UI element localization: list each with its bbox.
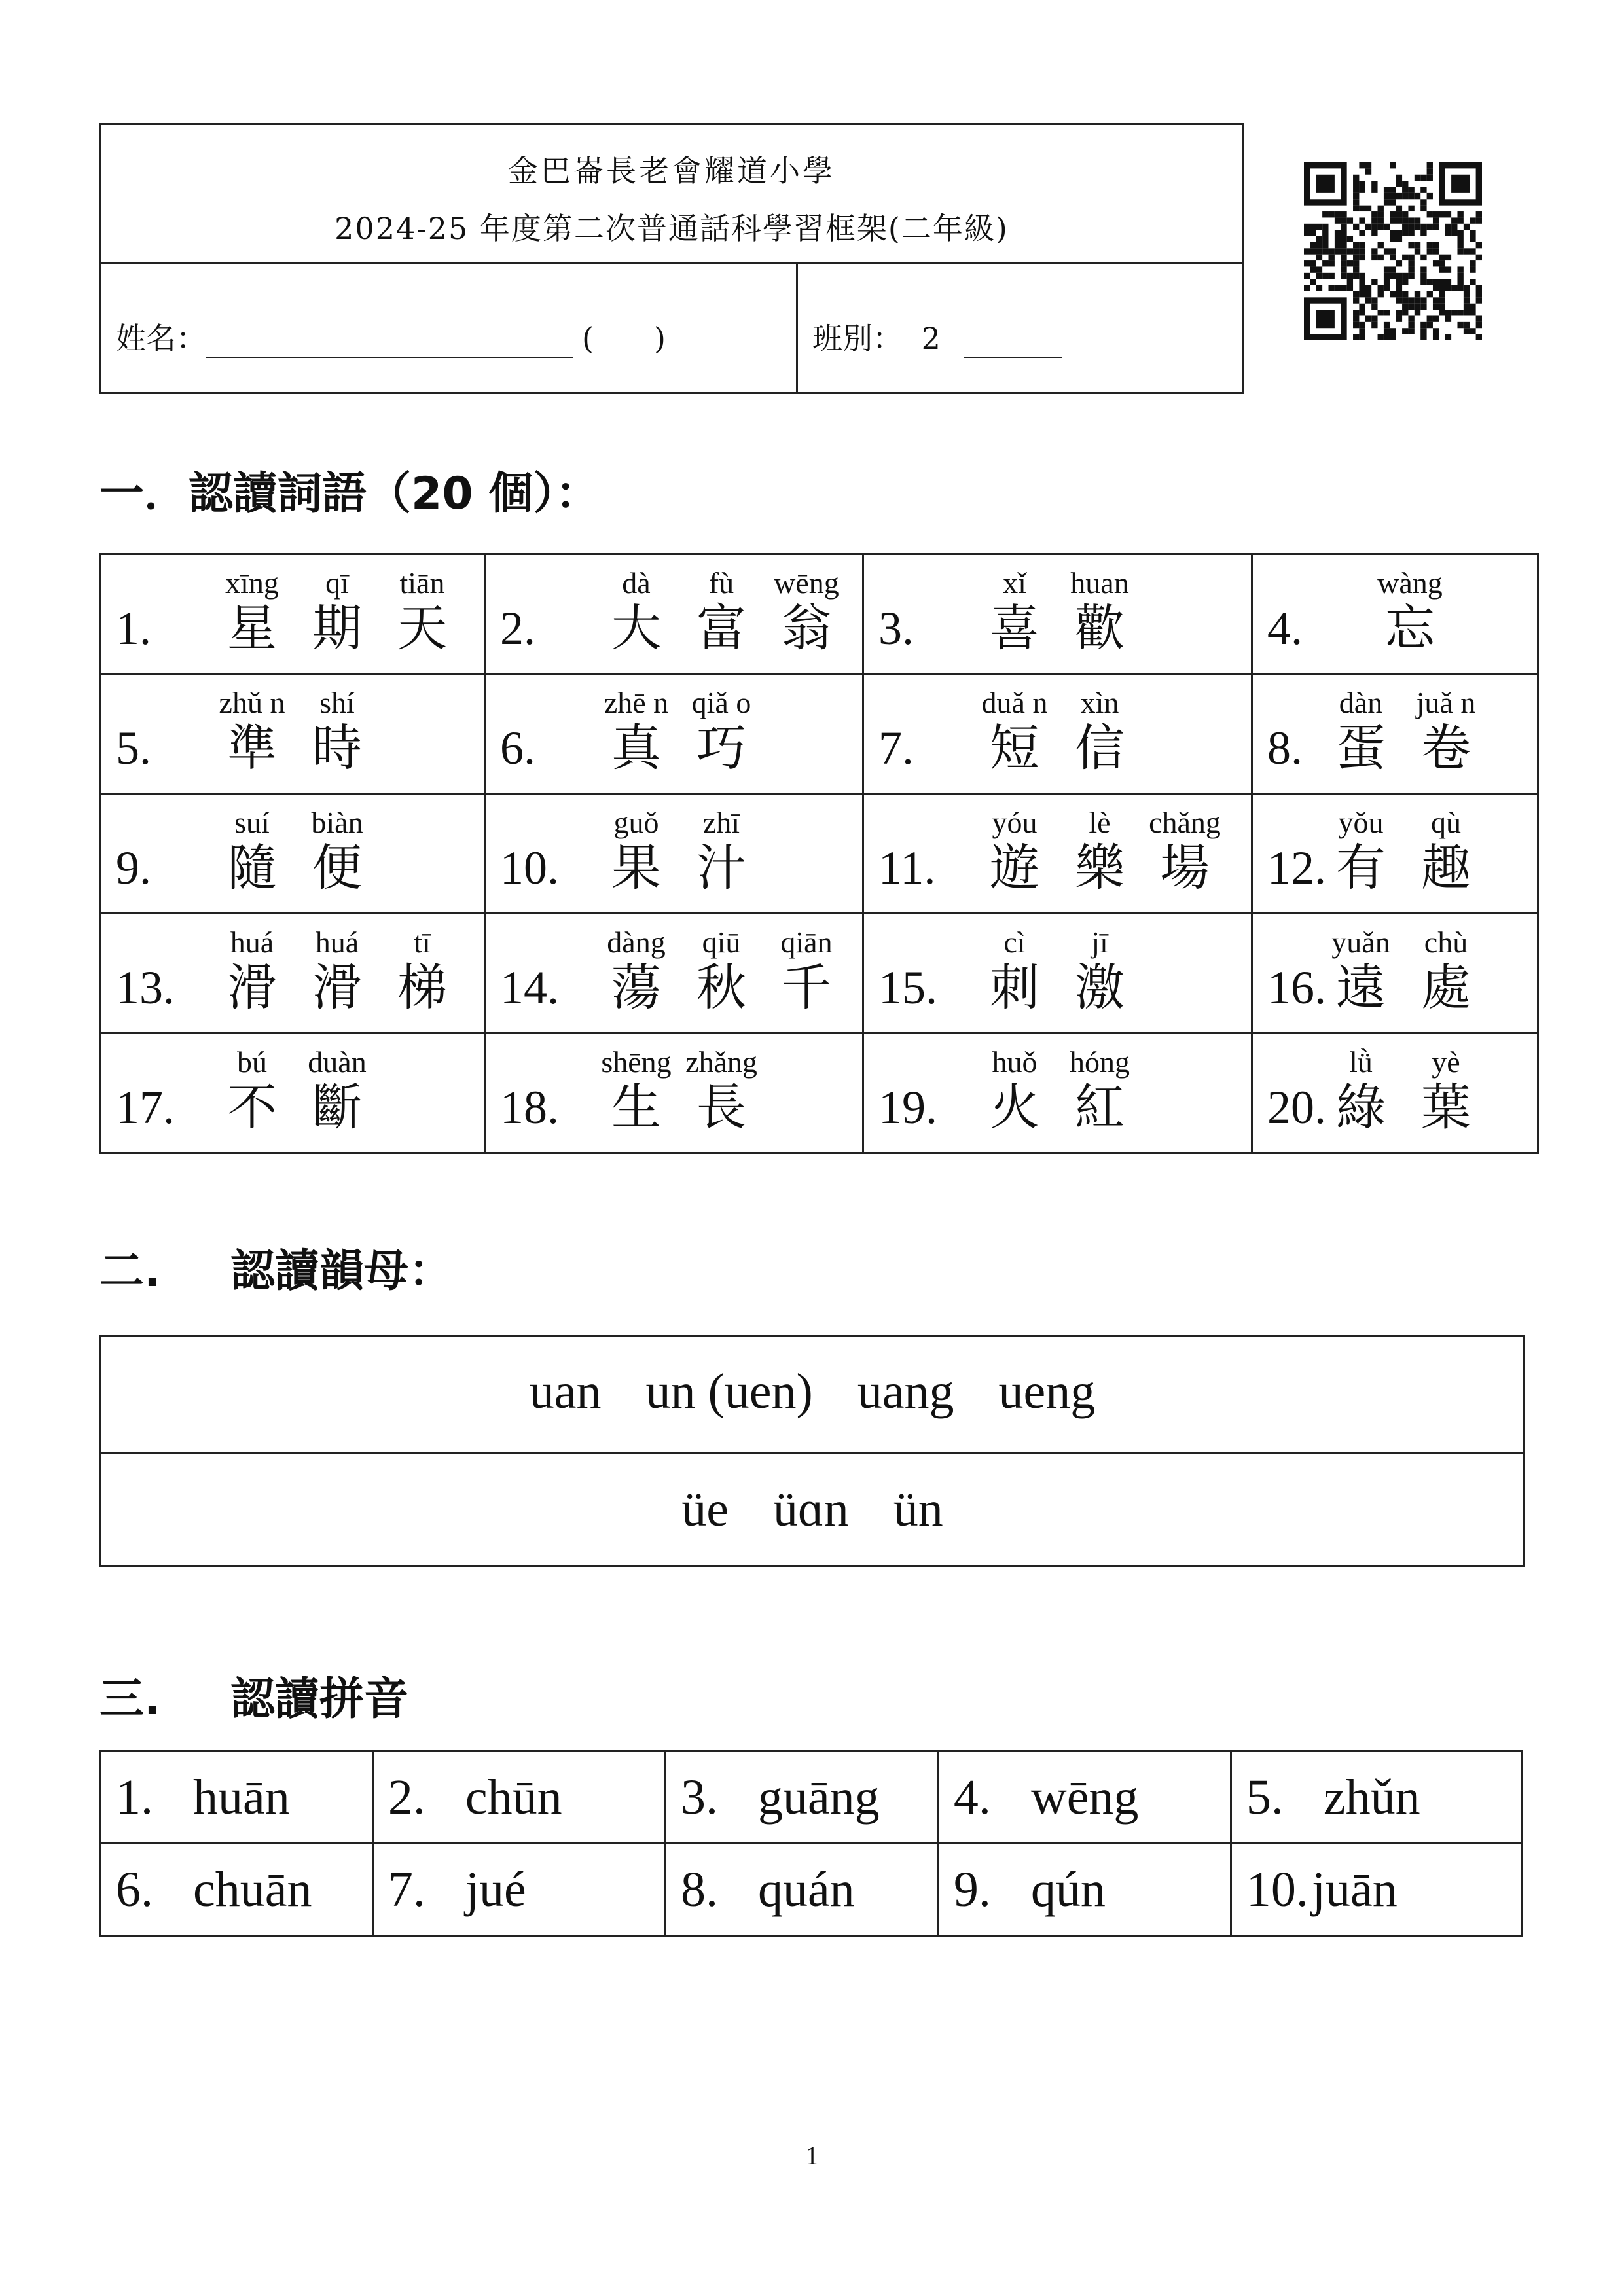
vocab-cell: [485, 674, 863, 794]
hanzi-character: 喜: [990, 599, 1039, 657]
hanzi-character: 歡: [1075, 599, 1125, 657]
pinyin-text: chūn: [465, 1769, 562, 1825]
hanzi-character: 翁: [782, 599, 831, 657]
hanzi-character: 滑: [312, 958, 362, 1016]
vocab-cell: [101, 1033, 485, 1153]
pinyin-syllable: lè: [1089, 806, 1111, 839]
vocab-row: [101, 1033, 1538, 1153]
pinyin-syllable: qù: [1431, 806, 1461, 839]
name-blank[interactable]: [206, 328, 573, 358]
hanzi-character: 汁: [696, 838, 746, 897]
vocab-cell: [863, 914, 1252, 1033]
vocab-number: 4.: [1267, 602, 1303, 655]
pinyin-syllable: yè: [1432, 1045, 1460, 1079]
hanzi-character: 千: [782, 958, 831, 1016]
section-vocab-title: 認讀詞語（20 個）：: [189, 468, 600, 520]
pinyin-syllable: hóng: [1070, 1045, 1130, 1079]
header-title-row: [101, 125, 1242, 264]
page-number: 1: [805, 2141, 819, 2170]
pinyin-text: chuān: [193, 1861, 312, 1917]
vocab-number: 6.: [500, 722, 535, 774]
hanzi-character: 趣: [1421, 838, 1471, 897]
header-divider: [796, 264, 798, 392]
pinyin-syllable: dàn: [1339, 686, 1383, 719]
vocab-row: [101, 554, 1538, 674]
pinyin-syllable: tiān: [399, 566, 445, 600]
finals-divider: [101, 1452, 1523, 1454]
vocab-cell: [485, 914, 863, 1033]
vocab-word: [209, 828, 380, 899]
vocab-number: 13.: [116, 961, 175, 1014]
pinyin-number: 9.: [953, 1861, 991, 1917]
hanzi-character: 真: [611, 719, 661, 777]
vocab-cell: [101, 794, 485, 914]
vocab-word: [972, 588, 1142, 660]
vocab-number: 8.: [1267, 722, 1303, 774]
pinyin-cell: [372, 1751, 665, 1844]
vocab-word: [972, 948, 1142, 1019]
vocab-word: [972, 1067, 1142, 1139]
section-pinyin-heading: [99, 1664, 408, 1727]
pinyin-number: 7.: [388, 1861, 425, 1917]
vocab-cell: [485, 1033, 863, 1153]
vocab-cell: [1252, 674, 1538, 794]
pinyin-syllable: juǎ n: [1416, 686, 1476, 719]
vocab-cell: [101, 554, 485, 674]
vocab-word: [209, 948, 465, 1019]
pinyin-syllable: duǎ n: [981, 686, 1048, 719]
class-row: [812, 315, 1062, 358]
pinyin-text: guāng: [757, 1769, 880, 1825]
final-item: un (uen): [645, 1364, 813, 1419]
pinyin-row: [101, 1751, 1522, 1844]
vocab-cell: [863, 674, 1252, 794]
pinyin-syllable: cì: [1003, 925, 1026, 959]
pinyin-text: quán: [757, 1861, 855, 1917]
vocab-word: [594, 828, 764, 899]
vocab-cell: [1252, 1033, 1538, 1153]
pinyin-syllable: huan: [1070, 566, 1129, 600]
vocab-table: [99, 553, 1539, 1154]
vocab-word: [972, 708, 1142, 780]
vocab-number: 19.: [878, 1081, 937, 1134]
vocab-word: [594, 708, 764, 780]
hanzi-character: 滑: [227, 958, 277, 1016]
vocab-word: [209, 1067, 380, 1139]
finals-row: [101, 1481, 1523, 1538]
section-finals-heading: [99, 1236, 453, 1299]
vocab-number: 2.: [500, 602, 535, 655]
pinyin-syllable: yóu: [992, 806, 1038, 839]
vocab-number: 14.: [500, 961, 559, 1014]
vocab-cell: [863, 794, 1252, 914]
pinyin-row: [101, 1844, 1522, 1936]
vocab-word: [1318, 828, 1489, 899]
pinyin-number: 2.: [388, 1769, 425, 1825]
hanzi-character: 蕩: [611, 958, 661, 1016]
vocab-cell: [1252, 794, 1538, 914]
vocab-number: 11.: [878, 842, 936, 894]
pinyin-text: wēng: [1030, 1769, 1139, 1825]
vocab-cell: [1252, 914, 1538, 1033]
pinyin-cell: [938, 1751, 1231, 1844]
pinyin-syllable: lǜ: [1349, 1045, 1373, 1079]
class-label: 班別：: [812, 321, 903, 356]
pinyin-syllable: qiān: [780, 925, 833, 959]
pinyin-syllable: dà: [622, 566, 651, 600]
pinyin-syllable: zhǔ n: [219, 686, 285, 719]
hanzi-character: 火: [990, 1078, 1039, 1136]
pinyin-text: juān: [1311, 1861, 1398, 1917]
hanzi-character: 不: [227, 1078, 277, 1136]
vocab-number: 5.: [116, 722, 151, 774]
section-vocab-heading: [99, 458, 600, 522]
vocab-cell: [485, 554, 863, 674]
vocab-cell: [863, 554, 1252, 674]
vocab-number: 10.: [500, 842, 559, 894]
class-value: 2: [921, 321, 941, 356]
name-row: [116, 315, 666, 358]
pinyin-cell: [101, 1751, 373, 1844]
pinyin-syllable: tī: [414, 925, 431, 959]
final-item: uan: [529, 1364, 602, 1419]
vocab-number: 15.: [878, 961, 937, 1014]
pinyin-number: 5.: [1246, 1769, 1284, 1825]
vocab-number: 9.: [116, 842, 151, 894]
pinyin-text: zhǔn: [1323, 1769, 1420, 1825]
hanzi-character: 有: [1336, 838, 1386, 897]
vocab-word: [1318, 948, 1489, 1019]
hanzi-character: 激: [1075, 958, 1125, 1016]
hanzi-character: 大: [611, 599, 661, 657]
vocab-word: [1351, 588, 1469, 660]
hanzi-character: 短: [990, 719, 1039, 777]
hanzi-character: 巧: [696, 719, 746, 777]
name-label: 姓名：: [116, 321, 206, 356]
pinyin-syllable: bú: [237, 1045, 267, 1079]
vocab-number: 3.: [878, 602, 914, 655]
pinyin-number: 4.: [953, 1769, 991, 1825]
pinyin-syllable: qiū: [702, 925, 741, 959]
pinyin-syllable: fù: [708, 566, 734, 600]
vocab-word: [594, 588, 849, 660]
hanzi-character: 樂: [1075, 838, 1125, 897]
pinyin-syllable: huá: [230, 925, 274, 959]
hanzi-character: 準: [227, 719, 277, 777]
section-pinyin-title: 認讀拼音: [230, 1674, 409, 1725]
worksheet-title: 2024-25 年度第二次普通話科學習框架(二年級): [334, 211, 1009, 246]
vocab-cell: [863, 1033, 1252, 1153]
hanzi-character: 便: [312, 838, 362, 897]
pinyin-syllable: huá: [315, 925, 359, 959]
vocab-number: 18.: [500, 1081, 559, 1134]
pinyin-syllable: qiǎ o: [691, 686, 751, 719]
hanzi-character: 處: [1421, 958, 1471, 1016]
hanzi-character: 秋: [696, 958, 746, 1016]
vocab-number: 12.: [1267, 842, 1326, 894]
final-item: uang: [857, 1364, 954, 1419]
vocab-cell: [101, 674, 485, 794]
final-item: ueng: [998, 1364, 1096, 1419]
pinyin-number: 10.: [1246, 1861, 1308, 1917]
hanzi-character: 果: [611, 838, 661, 897]
pinyin-syllable: dàng: [607, 925, 666, 959]
pinyin-number: 1.: [116, 1769, 153, 1825]
vocab-number: 1.: [116, 602, 151, 655]
hanzi-character: 梯: [397, 958, 447, 1016]
pinyin-cell: [101, 1844, 373, 1936]
vocab-word: [972, 828, 1227, 899]
pinyin-syllable: yuǎn: [1331, 925, 1390, 959]
pinyin-syllable: guǒ: [613, 806, 659, 839]
hanzi-character: 長: [696, 1078, 746, 1136]
pinyin-number: 8.: [680, 1861, 718, 1917]
pinyin-syllable: shēng: [601, 1045, 672, 1079]
pinyin-syllable: xìn: [1080, 686, 1119, 719]
pinyin-cell: [1231, 1751, 1521, 1844]
pinyin-syllable: chǎng: [1149, 806, 1221, 839]
vocab-row: [101, 914, 1538, 1033]
pinyin-syllable: biàn: [311, 806, 363, 839]
hanzi-character: 信: [1075, 719, 1125, 777]
hanzi-character: 時: [312, 719, 362, 777]
pinyin-syllable: jī: [1091, 925, 1108, 959]
vocab-cell: [1252, 554, 1538, 674]
pinyin-table: [99, 1750, 1523, 1937]
vocab-number: 20.: [1267, 1081, 1326, 1134]
vocab-cell: [101, 914, 485, 1033]
pinyin-syllable: yǒu: [1338, 806, 1384, 839]
pinyin-text: qún: [1030, 1861, 1106, 1917]
pinyin-syllable: huǒ: [992, 1045, 1038, 1079]
vocab-word: [209, 708, 380, 780]
vocab-word: [594, 948, 849, 1019]
finals-row: [101, 1363, 1523, 1420]
pinyin-syllable: wàng: [1377, 566, 1443, 600]
section-pinyin-number: 三.: [99, 1674, 161, 1725]
vocab-word: [594, 1067, 764, 1139]
hanzi-character: 刺: [990, 958, 1039, 1016]
final-item: üɑn: [772, 1482, 849, 1537]
pinyin-cell: [665, 1844, 938, 1936]
vocab-row: [101, 674, 1538, 794]
pinyin-syllable: zhē n: [604, 686, 669, 719]
header-box: [99, 123, 1244, 394]
vocab-cell: [485, 794, 863, 914]
pinyin-text: huān: [193, 1769, 290, 1825]
final-item: ün: [893, 1482, 943, 1537]
pinyin-syllable: xǐ: [1003, 566, 1026, 600]
finals-table: [99, 1335, 1525, 1567]
hanzi-character: 富: [696, 599, 746, 657]
pinyin-syllable: duàn: [308, 1045, 367, 1079]
hanzi-character: 期: [312, 599, 362, 657]
section-finals-title: 認讀韻母：: [230, 1246, 454, 1297]
hanzi-character: 生: [611, 1078, 661, 1136]
vocab-word: [209, 588, 465, 660]
pinyin-syllable: chù: [1424, 925, 1468, 959]
hanzi-character: 葉: [1421, 1078, 1471, 1136]
section-finals-number: 二.: [99, 1246, 161, 1297]
hanzi-character: 蛋: [1336, 719, 1386, 777]
pinyin-syllable: xīng: [225, 566, 279, 600]
hanzi-character: 天: [397, 599, 447, 657]
hanzi-character: 綠: [1336, 1078, 1386, 1136]
pinyin-syllable: zhǎng: [685, 1045, 757, 1079]
pinyin-text: jué: [465, 1861, 526, 1917]
vocab-row: [101, 794, 1538, 914]
pinyin-cell: [665, 1751, 938, 1844]
school-name: 金巴崙長老會耀道小學: [508, 153, 835, 188]
vocab-word: [1318, 708, 1489, 780]
pinyin-syllable: shí: [319, 686, 355, 719]
vocab-word: [1318, 1067, 1489, 1139]
section-vocab-number: 一．: [99, 468, 189, 520]
pinyin-syllable: suí: [234, 806, 270, 839]
hanzi-character: 隨: [227, 838, 277, 897]
hanzi-character: 忘: [1385, 599, 1435, 657]
hanzi-character: 紅: [1075, 1078, 1125, 1136]
hanzi-character: 遊: [990, 838, 1039, 897]
pinyin-syllable: zhī: [702, 806, 740, 839]
hanzi-character: 星: [227, 599, 277, 657]
pinyin-syllable: qī: [325, 566, 349, 600]
pinyin-syllable: wēng: [774, 566, 839, 600]
hanzi-character: 卷: [1421, 719, 1471, 777]
class-blank[interactable]: [964, 328, 1062, 358]
vocab-number: 16.: [1267, 961, 1326, 1014]
class-number-paren: ( ): [582, 321, 666, 356]
hanzi-character: 遠: [1336, 958, 1386, 1016]
pinyin-number: 6.: [116, 1861, 153, 1917]
pinyin-cell: [938, 1844, 1231, 1936]
pinyin-cell: [1231, 1844, 1521, 1936]
final-item: üe: [681, 1482, 729, 1537]
hanzi-character: 斷: [312, 1078, 362, 1136]
pinyin-cell: [372, 1844, 665, 1936]
pinyin-number: 3.: [680, 1769, 718, 1825]
qr-code-icon: [1304, 162, 1482, 340]
hanzi-character: 場: [1160, 838, 1210, 897]
vocab-number: 7.: [878, 722, 914, 774]
vocab-number: 17.: [116, 1081, 175, 1134]
